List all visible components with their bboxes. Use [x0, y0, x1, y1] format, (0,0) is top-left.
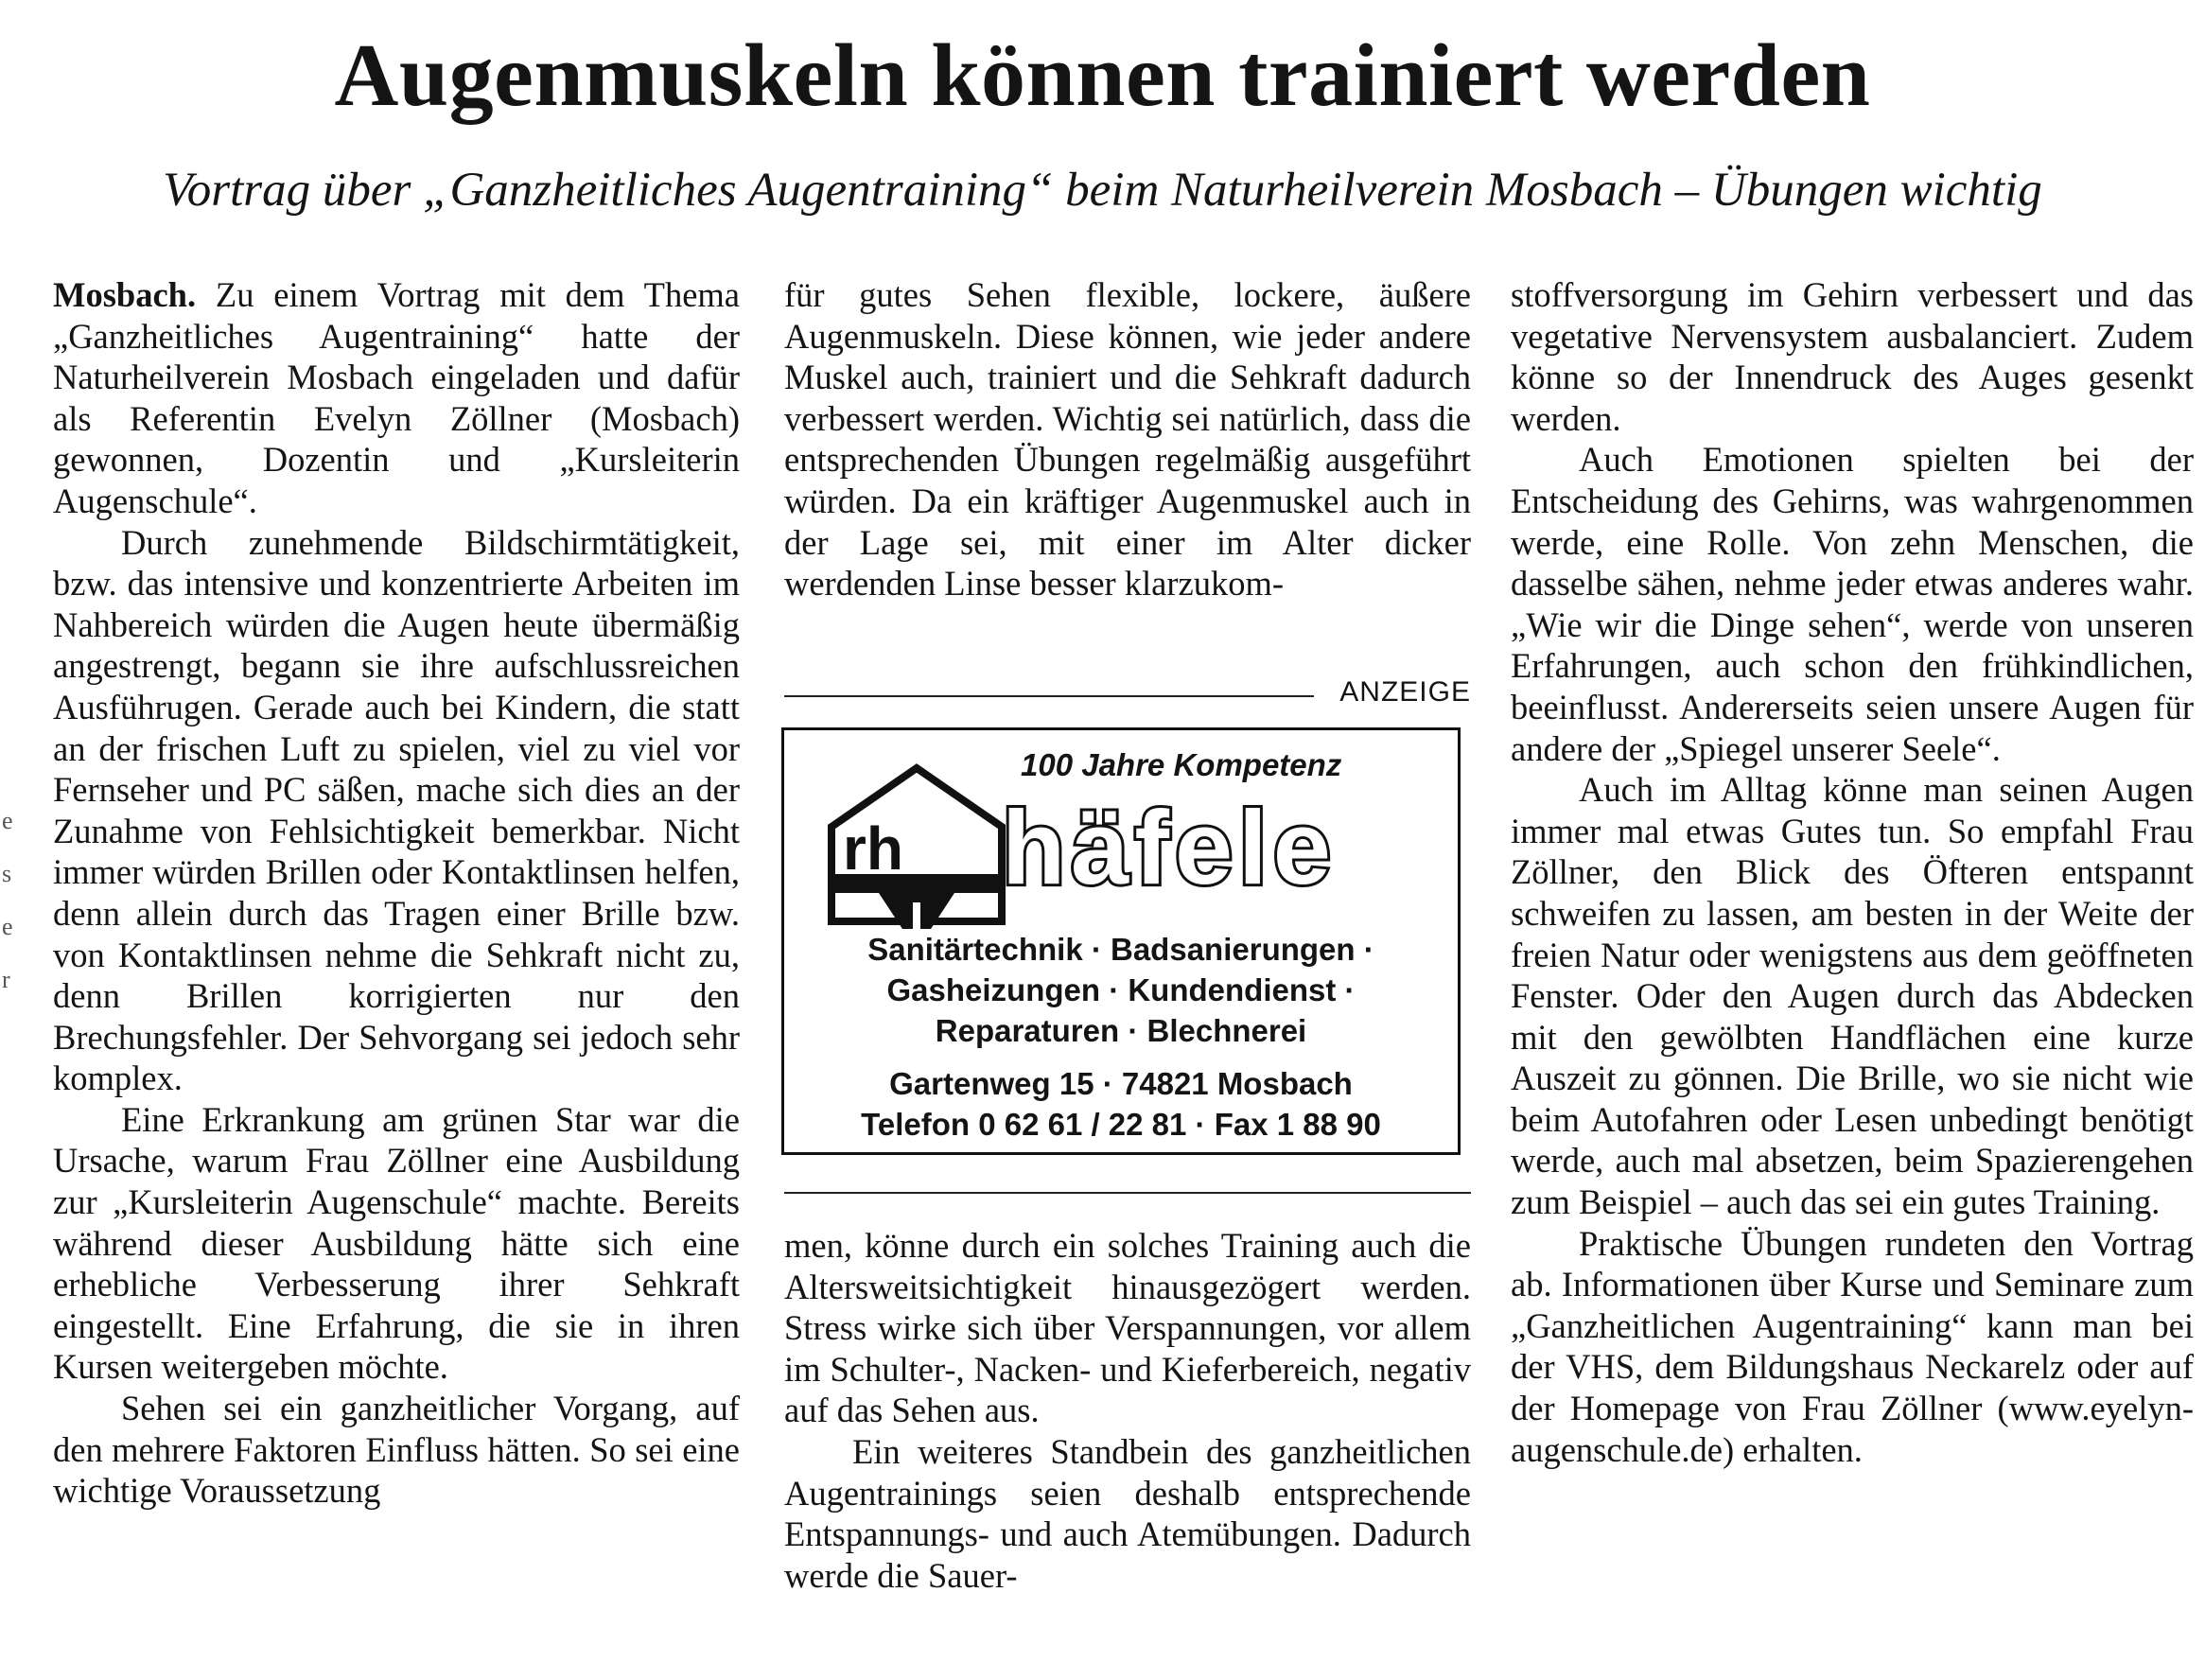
ad-phone: Telefon 0 62 61 / 22 81 · Fax 1 88 90	[861, 1107, 1381, 1142]
paragraph: Ein weiteres Standbein des ganzheitlichen Augentrainings seien deshalb entsprechende Entspannungs- und auch Atemübungen. Dadurch werde die Sauer-	[784, 1431, 1471, 1595]
divider	[784, 695, 1314, 697]
paragraph-text: Zu einem Vortrag mit dem Thema „Ganzheitliches Augentraining“ hatte der Naturheilverein Mosbach eingeladen und dafür als Referentin Evelyn Zöllner (Mosbach) gewonnen, Dozentin und „Kursleiterin Augenschule“.	[53, 275, 740, 520]
headline: Augenmuskeln können trainiert werden	[334, 26, 1871, 125]
paragraph: für gutes Sehen flexible, lockere, äußere Augenmuskeln. Diese können, wie jeder andere Muskel auch, trainiert und die Sehkraft dadurch verbessert werden. Wichtig sei natürlich, dass die entsprechenden Übungen regelmäßig ausgeführt würden. Da ein kräftiger Augenmuskel auch in der Lage sei, mit einer im Alter dicker werdenden Linse besser klarzukom-	[784, 275, 1471, 604]
ad-contact	[784, 1063, 1458, 1145]
paragraph: Auch Emotionen spielten bei der Entscheidung des Gehirns, was wahrgenommen werde, eine Rolle. Von zehn Menschen, die dasselbe sähen, nehme jeder etwas anderes wahr. „Wie wir die Dinge sehen“, werde von unseren Erfahrungen, auch schon den frühkindlichen, beeinflusst. Andererseits seien unsere Augen für andere der „Spiegel unserer Seele“.	[1511, 440, 2194, 768]
service-line: Reparaturen · Blechnerei	[935, 1013, 1307, 1048]
logo-initials: rh	[843, 814, 903, 883]
paragraph: Durch zunehmende Bildschirmtätigkeit, bzw. das intensive und konzentrierte Arbeiten im Nahbereich würden die Augen heute übermäßig angestrengt, begann sie ihre aufschlussreichen Ausführugen. Gerade auch bei Kindern, die statt an der frischen Luft zu spielen, viel zu viel vor Fernseher und PC säßen, mache sich dies an der Zunahme von Fehlsichtigkeit bemerkbar. Nicht immer würden Brillen oder Kontaktlinsen helfen, denn allein durch das Tragen einer Brille bzw. von Kontaktlinsen nehme die Sehkraft nicht zu, denn Brillen korrigierten nur den Brechungsfehler. Der Sehvorgang sei jedoch sehr komplex.	[53, 522, 740, 1098]
paragraph	[53, 274, 740, 522]
paragraph: stoffversorgung im Gehirn verbessert und das vegetative Nervensystem ausbalanciert. Zudem könne so der Innendruck des Auges gesenkt werden.	[1511, 275, 2194, 438]
house-logo-icon	[822, 761, 1011, 940]
service-line: Gasheizungen · Kundendienst ·	[886, 972, 1356, 1007]
ad-address: Gartenweg 15 · 74821 Mosbach	[889, 1066, 1353, 1101]
paragraph: Auch im Alltag könne man seinen Augen immer mal etwas Gutes tun. So empfahl Frau Zöllner, den Blick des Öfteren entspannt schweifen zu lassen, am besten in der Weite der freien Natur oder wenigstens aus dem geöffneten Fenster. Oder den Augen durch das Abdecken mit den gewölbten Handflächen eine kurze Auszeit zu gönnen. Die Brille, wo sie nicht wie beim Autofahren oder Lesen unbedingt benötigt werde, auch mal absetzen, beim Spazierengehen zum Beispiel – auch das sei ein gutes Training.	[1511, 770, 2194, 1222]
dateline: Mosbach.	[53, 275, 197, 314]
paragraph: Praktische Übungen rundeten den Vortrag ab. Informationen über Kurse und Seminare zum „Ganzheitlichen Augentraining“ kann man bei der VHS, dem Bildungshaus Neckarelz oder auf der Homepage von Frau Zöllner (www.eyelyn-augenschule.de) erhalten.	[1511, 1223, 2194, 1469]
ad-brand: häfele	[1002, 790, 1337, 906]
ad-services	[784, 929, 1458, 1051]
subheadline: Vortrag über „Ganzheitliches Augentraining“ beim Naturheilverein Mosbach – Übungen wichtig	[163, 164, 2042, 217]
service-line: Sanitärtechnik · Badsanierungen ·	[867, 932, 1374, 967]
divider	[784, 1192, 1471, 1194]
margin-fragments	[2, 795, 13, 1006]
margin-char: e	[2, 807, 13, 834]
ad-label: ANZEIGE	[1339, 676, 1471, 708]
column-left	[53, 274, 740, 1512]
ad-tagline: 100 Jahre Kompetenz	[1021, 747, 1342, 782]
margin-char: r	[2, 966, 10, 993]
column-middle-continuation	[784, 1225, 1471, 1596]
paragraph: men, könne durch ein solches Training auch die Altersweitsichtigkeit hinausgezögert werden. Stress wirke sich über Verspannungen, vor allem im Schulter-, Nacken- und Kieferbereich, negativ auf das Sehen aus.	[784, 1226, 1471, 1430]
margin-char: s	[2, 860, 12, 887]
paragraph: Sehen sei ein ganzheitlicher Vorgang, auf den mehrere Faktoren Einfluss hätten. So sei eine wichtige Voraussetzung	[53, 1389, 740, 1511]
column-right	[1511, 274, 2194, 1470]
advertisement	[781, 727, 1461, 1155]
margin-char: e	[2, 913, 13, 940]
paragraph: Eine Erkrankung am grünen Star war die Ursache, warum Frau Zöllner eine Ausbildung zur „Kursleiterin Augenschule“ machte. Bereits während dieser Ausbildung hätte sich eine erhebliche Verbesserung ihrer Sehkraft eingestellt. Eine Erfahrung, die sie in ihren Kursen weitergeben möchte.	[53, 1099, 740, 1387]
